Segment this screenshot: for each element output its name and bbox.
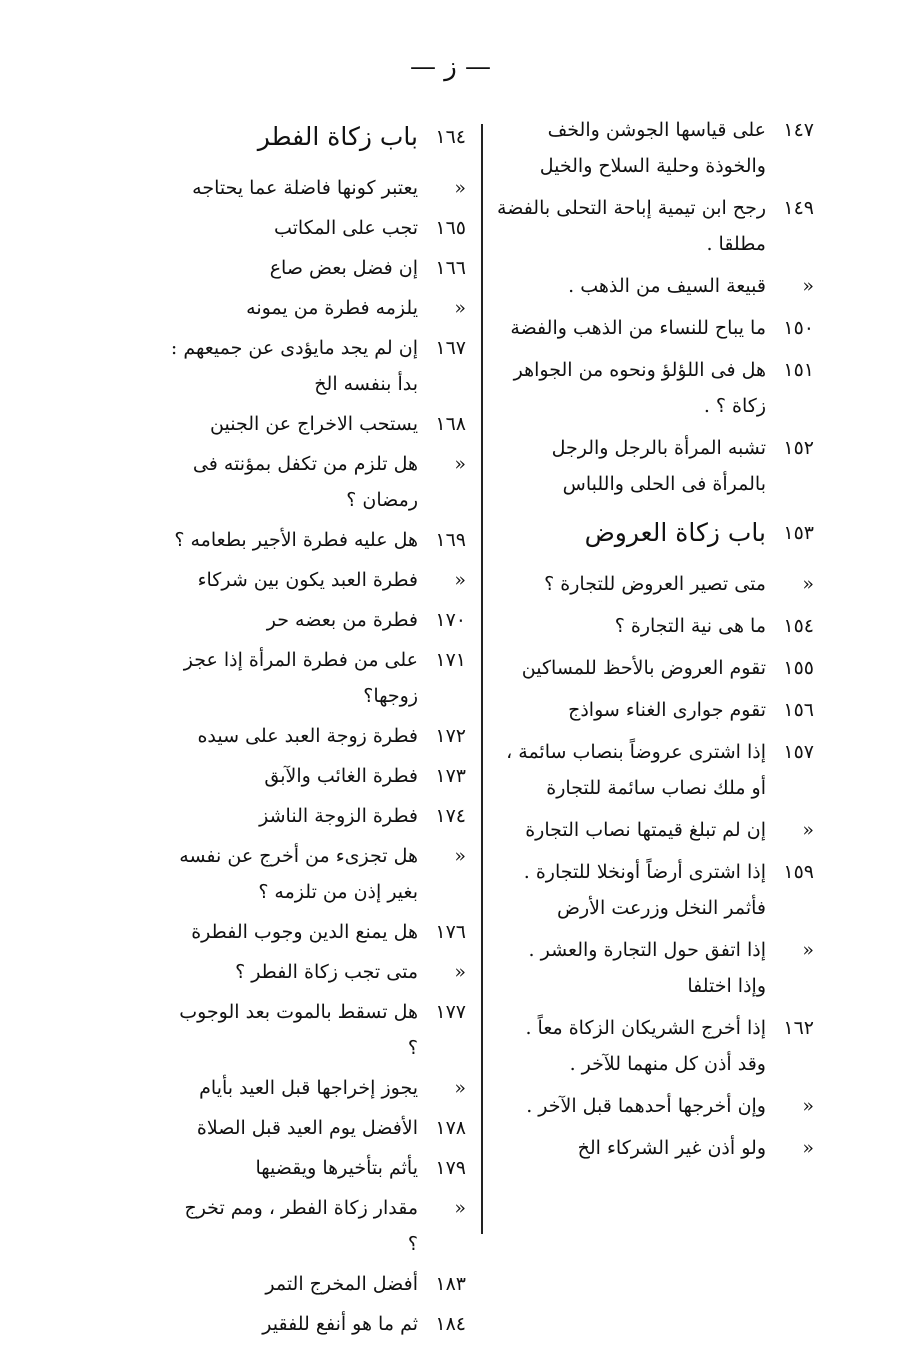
index-entry xyxy=(496,692,814,728)
index-entry xyxy=(496,430,814,502)
page-number: ١٥٥ xyxy=(783,657,814,679)
chapter-title: باب زكاة العروض xyxy=(584,518,766,547)
index-entry xyxy=(170,562,466,598)
entry-text: تشبه المرأة بالرجل والرجل بالمرأة فى الحلى واللباس xyxy=(551,437,766,495)
entry-text: إذا اتفق حول التجارة والعشر . وإذا اختلفا xyxy=(528,939,766,997)
index-entry xyxy=(496,854,814,926)
index-entry xyxy=(170,446,466,518)
index-entry xyxy=(170,642,466,714)
index-entry xyxy=(496,190,814,262)
page-number: ١٨٤ xyxy=(435,1313,466,1335)
page-number: ١٥٤ xyxy=(783,615,814,637)
entry-text: هل تجزىء من أخرج عن نفسه بغير إذن من تلزمه ؟ xyxy=(179,845,418,903)
index-entry xyxy=(170,1306,466,1342)
entry-text: رجح ابن تيمية إباحة التحلى بالفضة مطلقا . xyxy=(497,197,766,255)
entry-text: يلزمه فطرة من يمونه xyxy=(246,297,418,319)
entry-text: هل عليه فطرة الأجير بطعامه ؟ xyxy=(174,529,418,551)
page-number: ١٤٩ xyxy=(783,197,814,219)
page-number: « xyxy=(802,1137,814,1159)
index-entry xyxy=(496,1010,814,1082)
index-entry xyxy=(496,310,814,346)
index-entry xyxy=(170,170,466,206)
index-entry xyxy=(496,1130,814,1166)
entry-text: فطرة زوجة العبد على سيده xyxy=(197,725,418,747)
entry-text: مقدار زكاة الفطر ، ومم تخرج ؟ xyxy=(184,1197,418,1255)
entry-text: فطرة الزوجة الناشز xyxy=(259,805,418,827)
page-number-header: — ز — xyxy=(409,52,492,82)
page-number: « xyxy=(454,961,466,983)
page-number: « xyxy=(454,297,466,319)
index-entry xyxy=(170,290,466,326)
index-entry xyxy=(496,268,814,304)
chapter-heading xyxy=(496,508,814,558)
index-entry xyxy=(496,352,814,424)
page-number: ١٧٤ xyxy=(435,805,466,827)
chapter-title: باب زكاة الفطر xyxy=(257,122,418,151)
index-entry xyxy=(496,112,814,184)
entry-text: تقوم جوارى الغناء سواذج xyxy=(568,699,766,721)
index-entry xyxy=(170,954,466,990)
index-entry xyxy=(170,1110,466,1146)
page-number: ١٧٨ xyxy=(435,1117,466,1139)
page-number: « xyxy=(454,845,466,867)
page-number: ١٥٩ xyxy=(783,861,814,883)
page-number: ١٥٢ xyxy=(783,437,814,459)
entry-text: قبيعة السيف من الذهب . xyxy=(568,275,766,297)
entry-text: فطرة من بعضه حر xyxy=(266,609,418,631)
page-number: ١٥١ xyxy=(783,359,814,381)
page-number: « xyxy=(454,177,466,199)
page-number: ١٦٤ xyxy=(435,126,466,148)
page-number: ١٦٢ xyxy=(783,1017,814,1039)
entry-text: هل يمنع الدين وجوب الفطرة xyxy=(191,921,418,943)
page-number: ١٥٣ xyxy=(783,522,814,544)
entry-text: ما هى نية التجارة ؟ xyxy=(614,615,766,637)
page-number: ١٥٠ xyxy=(783,317,814,339)
index-entry xyxy=(170,1190,466,1262)
page-number: ١٧٩ xyxy=(435,1157,466,1179)
index-entry xyxy=(170,250,466,286)
page-number: ١٦٧ xyxy=(435,337,466,359)
page-number: « xyxy=(802,573,814,595)
entry-text: إن لم تبلغ قيمتها نصاب التجارة xyxy=(525,819,766,841)
index-entry xyxy=(170,838,466,910)
index-entry xyxy=(496,1088,814,1124)
entry-text: يأثم بتأخيرها ويقضيها xyxy=(255,1157,418,1179)
entry-text: فطرة الغائب والآبق xyxy=(264,765,418,787)
entry-text: على قياسها الجوشن والخف والخوذة وحلية السلاح والخيل xyxy=(539,119,766,177)
page-number: ١٦٦ xyxy=(435,257,466,279)
entry-text: إن لم يجد مايؤدى عن جميعهم : بدأ بنفسه الخ xyxy=(170,337,418,395)
index-entry xyxy=(170,994,466,1066)
index-entry xyxy=(496,566,814,602)
entry-text: إن فضل بعض صاع xyxy=(269,257,418,279)
entry-text: تجب على المكاتب xyxy=(273,217,418,239)
entry-text: يعتبر كونها فاضلة عما يحتاجه xyxy=(192,177,418,199)
page-number: ١٤٧ xyxy=(783,119,814,141)
page-number: « xyxy=(802,1095,814,1117)
entry-text: وإن أخرجها أحدهما قبل الآخر . xyxy=(526,1095,766,1117)
page-number: « xyxy=(802,275,814,297)
entry-text: متى تجب زكاة الفطر ؟ xyxy=(235,961,418,983)
index-entry xyxy=(496,734,814,806)
page-number: ١٧٧ xyxy=(435,1001,466,1023)
entry-text: إذا أخرج الشريكان الزكاة معاً . وقد أذن كل منهما للآخر . xyxy=(525,1017,766,1075)
page-number: ١٥٧ xyxy=(783,741,814,763)
entry-text: هل تسقط بالموت بعد الوجوب ؟ xyxy=(179,1001,418,1059)
entry-text: أفضل المخرج التمر xyxy=(265,1273,418,1295)
page-number: « xyxy=(454,569,466,591)
index-entry xyxy=(170,522,466,558)
entry-text: ثم ما هو أنفع للفقير xyxy=(262,1313,418,1335)
entry-text: ما يباح للنساء من الذهب والفضة xyxy=(510,317,766,339)
page-number: « xyxy=(454,1197,466,1219)
index-entry xyxy=(170,210,466,246)
page-number: ١٦٨ xyxy=(435,413,466,435)
page-number: ١٧٢ xyxy=(435,725,466,747)
index-entry xyxy=(170,406,466,442)
index-entry xyxy=(496,608,814,644)
index-entry xyxy=(496,812,814,848)
page-number: « xyxy=(802,939,814,961)
entry-text: يستحب الاخراج عن الجنين xyxy=(210,413,418,435)
entry-text: تقوم العروض بالأحظ للمساكين xyxy=(521,657,766,679)
entry-text: فطرة العبد يكون بين شركاء xyxy=(197,569,418,591)
entry-text: الأفضل يوم العيد قبل الصلاة xyxy=(196,1117,418,1139)
index-entry xyxy=(496,932,814,1004)
entry-text: إذا اشترى أرضاً أونخلا للتجارة . فأثمر النخل وزرعت الأرض xyxy=(523,861,766,919)
index-entry xyxy=(496,650,814,686)
index-column-right xyxy=(496,112,814,1172)
index-entry xyxy=(170,798,466,834)
entry-text: يجوز إخراجها قبل العيد بأيام xyxy=(199,1077,418,1099)
index-column-left xyxy=(170,112,466,1346)
page-number: ١٦٥ xyxy=(435,217,466,239)
page-number: ١٨٣ xyxy=(435,1273,466,1295)
page-number: ١٦٩ xyxy=(435,529,466,551)
chapter-heading xyxy=(170,112,466,162)
page-number: ١٧٦ xyxy=(435,921,466,943)
page-number: ١٧١ xyxy=(435,649,466,671)
index-entry xyxy=(170,914,466,950)
index-entry xyxy=(170,718,466,754)
index-entry xyxy=(170,1150,466,1186)
entry-text: متى تصير العروض للتجارة ؟ xyxy=(544,573,766,595)
page-number: ١٧٠ xyxy=(435,609,466,631)
index-entry xyxy=(170,758,466,794)
page-number: « xyxy=(454,1077,466,1099)
index-entry xyxy=(170,330,466,402)
index-entry xyxy=(170,1070,466,1106)
entry-text: إذا اشترى عروضاً بنصاب سائمة ، أو ملك نصاب سائمة للتجارة xyxy=(506,741,766,799)
index-entry xyxy=(170,1266,466,1302)
page-number: ١٧٣ xyxy=(435,765,466,787)
entry-text: هل فى اللؤلؤ ونحوه من الجواهر زكاة ؟ . xyxy=(513,359,766,417)
page-number: « xyxy=(454,453,466,475)
page-number: ١٥٦ xyxy=(783,699,814,721)
page-number: « xyxy=(802,819,814,841)
column-divider xyxy=(481,124,483,1234)
entry-text: ولو أذن غير الشركاء الخ xyxy=(577,1137,766,1159)
index-entry xyxy=(170,602,466,638)
entry-text: هل تلزم من تكفل بمؤنته فى رمضان ؟ xyxy=(192,453,418,511)
entry-text: على من فطرة المرأة إذا عجز زوجها؟ xyxy=(183,649,418,707)
